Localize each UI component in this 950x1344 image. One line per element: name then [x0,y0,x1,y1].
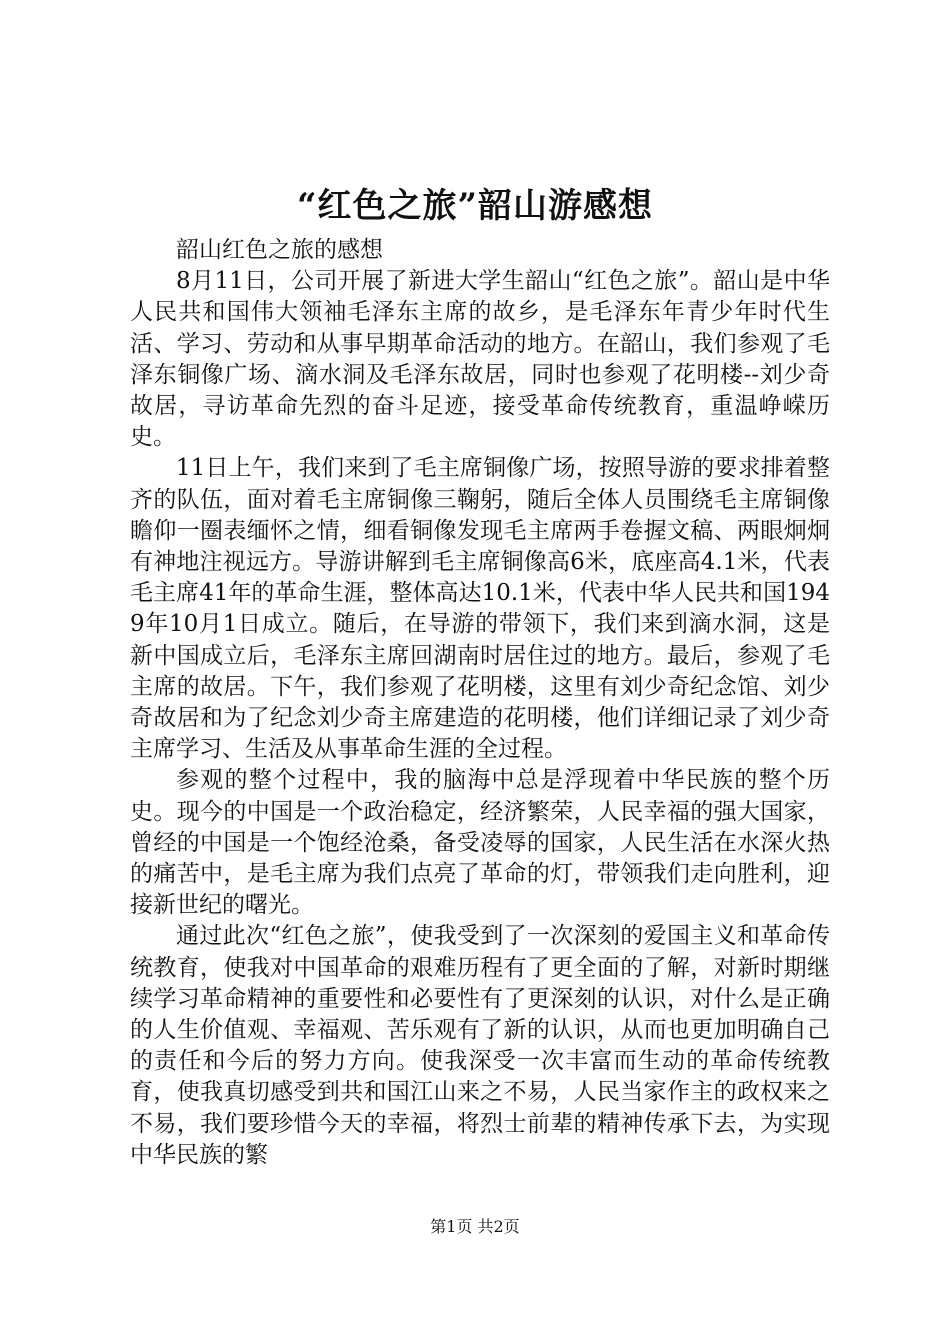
paragraph-conclusion: 通过此次“红色之旅”，使我受到了一次深刻的爱国主义和革命传统教育，使我对中国革命的艰难历程有了更全面的了解，对新时期继续学习革命精神的重要性和必要性有了更深刻的认识，对什么是正确的人生价值观、幸福观、苦乐观有了新的认识，从而也更加明确自己的责任和今后的努力方向。使我深受一次丰富而生动的革命传统教育，使我真切感受到共和国江山来之不易，人民当家作主的政权来之不易，我们要珍惜今天的幸福，将烈士前辈的精神传承下去，为实现中华民族的繁 [130,923,830,1168]
paragraph-visit-details: 11日上午，我们来到了毛主席铜像广场，按照导游的要求排着整齐的队伍，面对着毛主席铜像三鞠躬，随后全体人员围绕毛主席铜像瞻仰一圈表缅怀之情，细看铜像发现毛主席两手卷握文稿、两眼炯炯有神地注视远方。导游讲解到毛主席铜像高6米，底座高4.1米，代表毛主席41年的革命生涯，整体高达10.1米，代表中华人民共和国1949年10月1日成立。随后，在导游的带领下，我们来到滴水洞，这是新中国成立后，毛泽东主席回湖南时居住过的地方。最后，参观了毛主席的故居。下午，我们参观了花明楼，这里有刘少奇纪念馆、刘少奇故居和为了纪念刘少奇主席建造的花明楼，他们详细记录了刘少奇主席学习、生活及从事革命生涯的全过程。 [130,455,830,763]
document-body [130,235,830,1171]
document-subtitle: 韶山红色之旅的感想 [176,237,383,263]
page-number-footer: 第1页 共2页 [430,1217,520,1236]
document-title: “红色之旅”韶山游感想 [296,186,654,226]
paragraph-intro: 8月11日，公司开展了新进大学生韶山“红色之旅”。韶山是中华人民共和国伟大领袖毛泽东主席的故乡，是毛泽东年青少年时代生活、学习、劳动和从事早期革命活动的地方。在韶山，我们参观了毛泽东铜像广场、滴水洞及毛泽东故居，同时也参观了花明楼--刘少奇故居，寻访革命先烈的奋斗足迹，接受革命传统教育，重温峥嵘历史。 [130,268,830,451]
paragraph-reflection: 参观的整个过程中，我的脑海中总是浮现着中华民族的整个历史。现今的中国是一个政治稳定，经济繁荣，人民幸福的强大国家，曾经的中国是一个饱经沧桑，备受凌辱的国家，人民生活在水深火热的痛苦中，是毛主席为我们点亮了革命的灯，带领我们走向胜利，迎接新世纪的曙光。 [130,767,830,919]
